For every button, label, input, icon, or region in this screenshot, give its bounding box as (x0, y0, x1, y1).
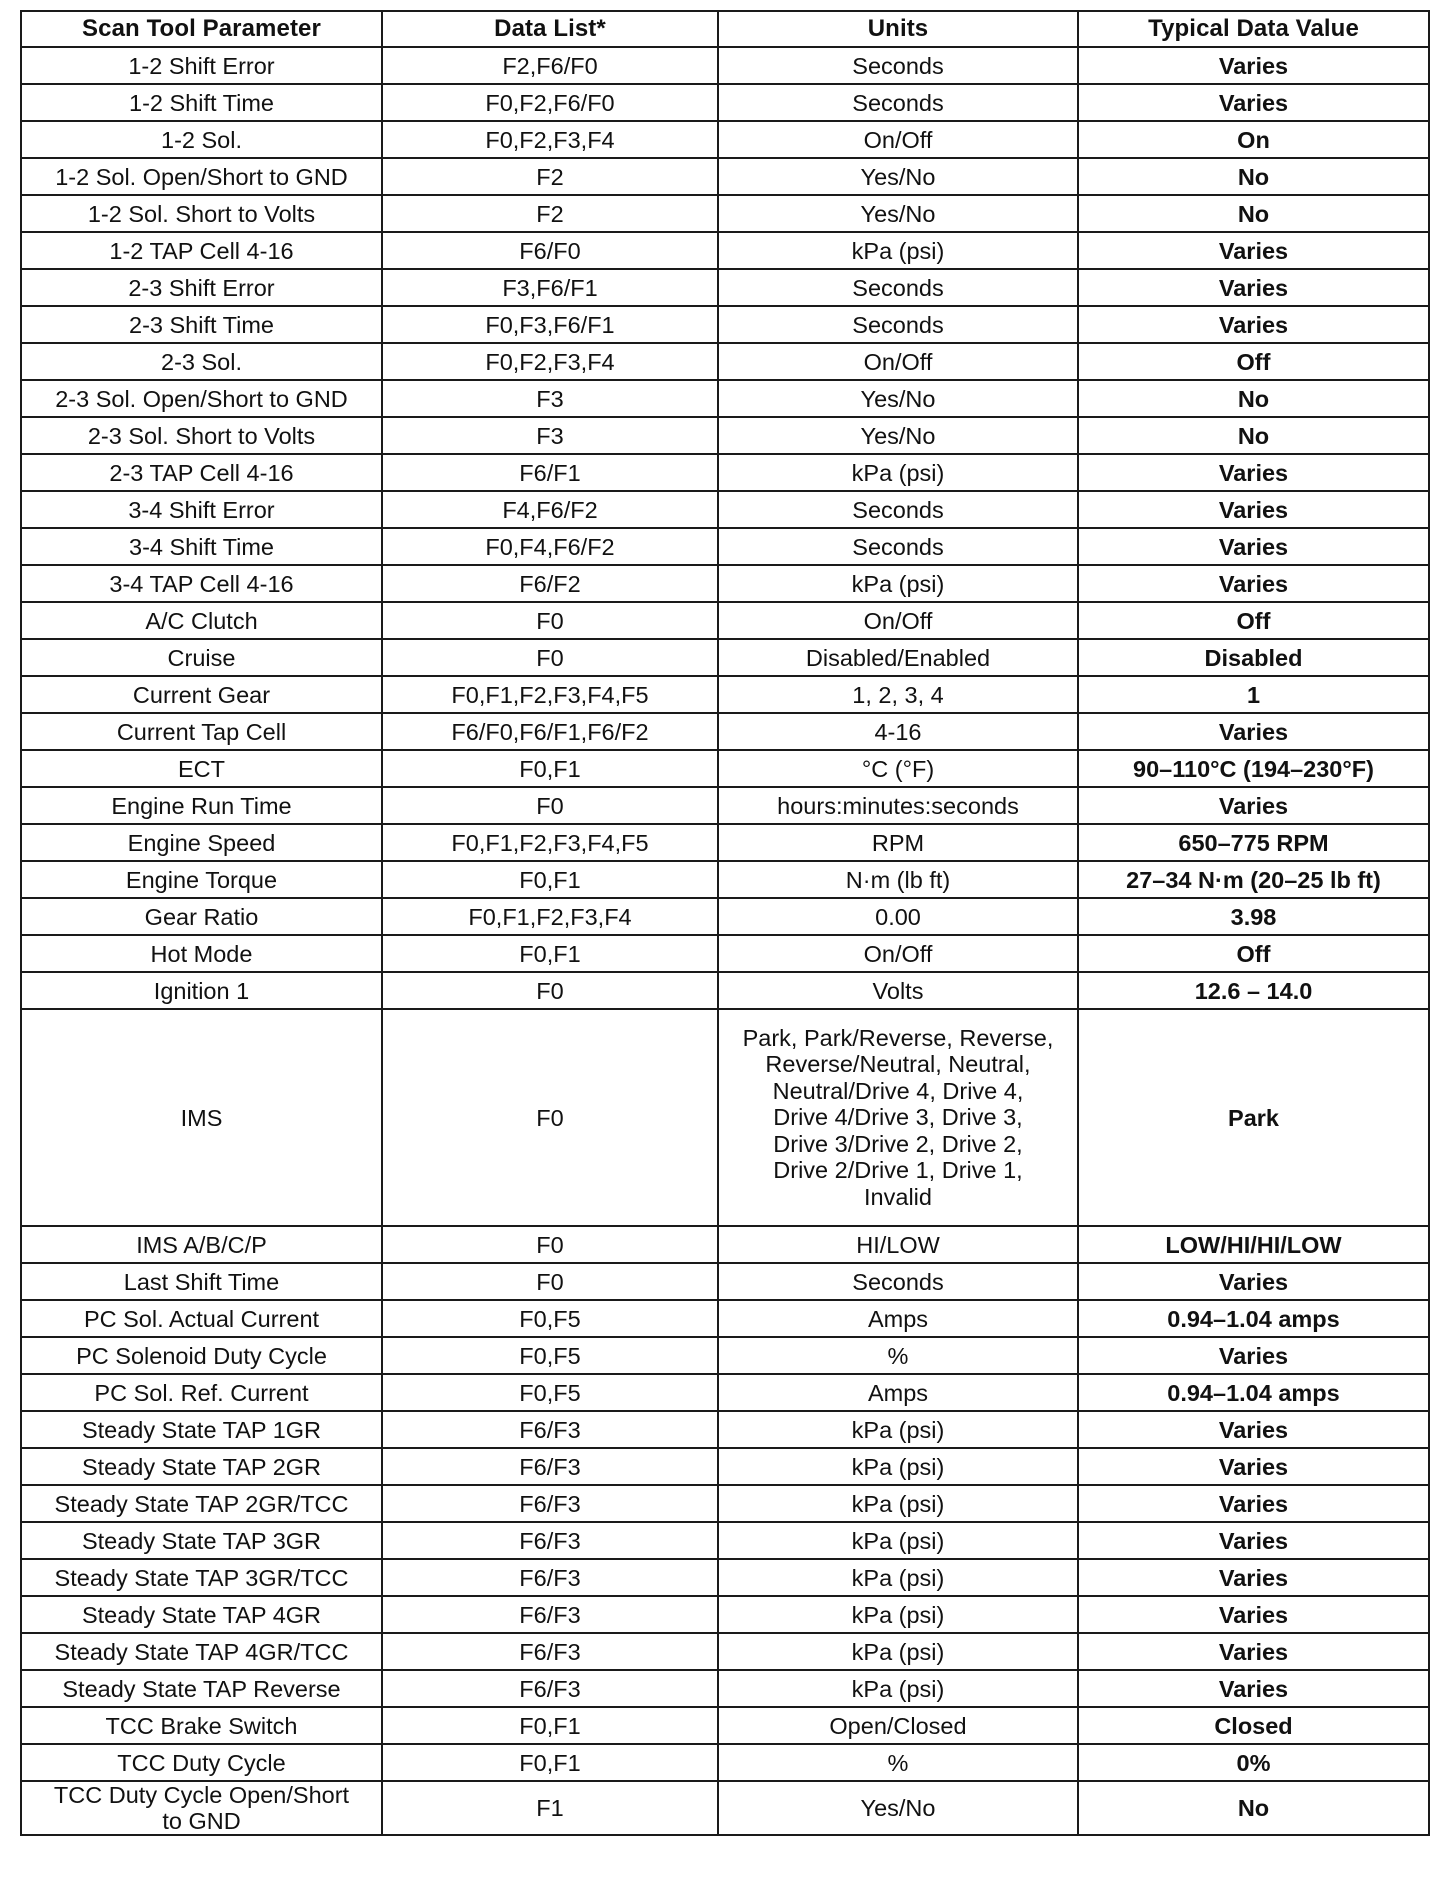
cell-typical-value: Varies (1078, 84, 1429, 121)
cell-typical-value: No (1078, 195, 1429, 232)
table-row (21, 1300, 1429, 1337)
cell-typical-value: Varies (1078, 1448, 1429, 1485)
cell-data-list: F2 (382, 158, 718, 195)
cell-data-list: F6/F3 (382, 1559, 718, 1596)
cell-parameter: 2-3 Sol. Open/Short to GND (21, 380, 382, 417)
table-row (21, 454, 1429, 491)
cell-typical-value: Varies (1078, 1337, 1429, 1374)
cell-data-list: F4,F6/F2 (382, 491, 718, 528)
cell-typical-value: No (1078, 158, 1429, 195)
cell-data-list: F0,F1,F2,F3,F4,F5 (382, 676, 718, 713)
cell-parameter: A/C Clutch (21, 602, 382, 639)
cell-typical-value: 0.94–1.04 amps (1078, 1374, 1429, 1411)
table-row (21, 935, 1429, 972)
cell-data-list: F0 (382, 639, 718, 676)
cell-data-list: F6/F3 (382, 1411, 718, 1448)
cell-parameter: Steady State TAP 4GR/TCC (21, 1633, 382, 1670)
cell-typical-value: 1 (1078, 676, 1429, 713)
table-row (21, 1337, 1429, 1374)
header-data-list: Data List* (382, 11, 718, 47)
header-row (21, 11, 1429, 47)
cell-data-list: F0,F5 (382, 1374, 718, 1411)
cell-typical-value: Varies (1078, 454, 1429, 491)
table-row (21, 1781, 1429, 1835)
table-row (21, 380, 1429, 417)
cell-parameter: Steady State TAP 2GR (21, 1448, 382, 1485)
table-row (21, 713, 1429, 750)
cell-parameter: IMS A/B/C/P (21, 1226, 382, 1263)
cell-data-list: F6/F3 (382, 1448, 718, 1485)
cell-typical-value: 0.94–1.04 amps (1078, 1300, 1429, 1337)
cell-units: kPa (psi) (718, 1559, 1078, 1596)
header-scan-tool-parameter: Scan Tool Parameter (21, 11, 382, 47)
cell-parameter: Current Gear (21, 676, 382, 713)
cell-typical-value: Varies (1078, 1670, 1429, 1707)
cell-data-list: F0,F1 (382, 750, 718, 787)
cell-units: Disabled/Enabled (718, 639, 1078, 676)
cell-units: Park, Park/Reverse, Reverse, Reverse/Neutral, Neutral, Neutral/Drive 4, Drive 4, Drive 4/Drive 3, Drive 3, Drive 3/Drive 2, Drive 2, Drive 2/Drive 1, Drive 1, Invalid (718, 1009, 1078, 1226)
cell-parameter: PC Sol. Ref. Current (21, 1374, 382, 1411)
cell-typical-value: Off (1078, 343, 1429, 380)
table-row (21, 232, 1429, 269)
cell-typical-value: 650–775 RPM (1078, 824, 1429, 861)
cell-parameter: TCC Duty Cycle Open/Short to GND (21, 1781, 382, 1835)
cell-data-list: F6/F0,F6/F1,F6/F2 (382, 713, 718, 750)
cell-units: kPa (psi) (718, 232, 1078, 269)
cell-parameter: Steady State TAP Reverse (21, 1670, 382, 1707)
cell-units: RPM (718, 824, 1078, 861)
table-row (21, 1633, 1429, 1670)
table-row (21, 528, 1429, 565)
table-row (21, 1448, 1429, 1485)
cell-units: kPa (psi) (718, 1411, 1078, 1448)
cell-units: 1, 2, 3, 4 (718, 676, 1078, 713)
cell-parameter: PC Solenoid Duty Cycle (21, 1337, 382, 1374)
cell-typical-value: No (1078, 1781, 1429, 1835)
cell-typical-value: Varies (1078, 491, 1429, 528)
cell-units: Open/Closed (718, 1707, 1078, 1744)
cell-units: Seconds (718, 528, 1078, 565)
cell-parameter: ECT (21, 750, 382, 787)
cell-data-list: F3,F6/F1 (382, 269, 718, 306)
table-row (21, 1522, 1429, 1559)
cell-parameter: 1-2 Shift Error (21, 47, 382, 84)
cell-data-list: F0,F1 (382, 1707, 718, 1744)
cell-units: kPa (psi) (718, 1522, 1078, 1559)
cell-typical-value: Varies (1078, 1522, 1429, 1559)
cell-data-list: F0 (382, 1263, 718, 1300)
cell-typical-value: Varies (1078, 1633, 1429, 1670)
cell-data-list: F6/F3 (382, 1522, 718, 1559)
cell-units: % (718, 1744, 1078, 1781)
table-row (21, 158, 1429, 195)
cell-units: Seconds (718, 47, 1078, 84)
cell-units: On/Off (718, 343, 1078, 380)
cell-units: kPa (psi) (718, 565, 1078, 602)
cell-parameter: Engine Torque (21, 861, 382, 898)
cell-typical-value: Varies (1078, 1411, 1429, 1448)
cell-units: kPa (psi) (718, 1448, 1078, 1485)
table-row (21, 1559, 1429, 1596)
table-row (21, 639, 1429, 676)
cell-data-list: F6/F3 (382, 1485, 718, 1522)
cell-data-list: F6/F3 (382, 1633, 718, 1670)
cell-data-list: F0,F2,F3,F4 (382, 121, 718, 158)
cell-typical-value: 3.98 (1078, 898, 1429, 935)
table-row (21, 1670, 1429, 1707)
cell-parameter: Steady State TAP 1GR (21, 1411, 382, 1448)
cell-parameter: Gear Ratio (21, 898, 382, 935)
cell-units: On/Off (718, 935, 1078, 972)
table-row (21, 898, 1429, 935)
cell-data-list: F0,F1 (382, 1744, 718, 1781)
cell-parameter: 2-3 Shift Error (21, 269, 382, 306)
table-row (21, 1009, 1429, 1226)
cell-units: Yes/No (718, 158, 1078, 195)
cell-data-list: F0,F1 (382, 935, 718, 972)
cell-units: kPa (psi) (718, 1670, 1078, 1707)
cell-data-list: F3 (382, 417, 718, 454)
cell-units: kPa (psi) (718, 454, 1078, 491)
cell-data-list: F0,F1 (382, 861, 718, 898)
table-row (21, 787, 1429, 824)
cell-data-list: F3 (382, 380, 718, 417)
cell-units: Amps (718, 1300, 1078, 1337)
cell-typical-value: 0% (1078, 1744, 1429, 1781)
cell-parameter: 1-2 Sol. Short to Volts (21, 195, 382, 232)
cell-units: Seconds (718, 491, 1078, 528)
cell-units: Yes/No (718, 380, 1078, 417)
table-row (21, 417, 1429, 454)
cell-parameter: 3-4 Shift Time (21, 528, 382, 565)
table-row (21, 1707, 1429, 1744)
cell-units: On/Off (718, 121, 1078, 158)
cell-data-list: F6/F2 (382, 565, 718, 602)
table-body (21, 47, 1429, 1835)
cell-parameter: Last Shift Time (21, 1263, 382, 1300)
cell-parameter: 3-4 TAP Cell 4-16 (21, 565, 382, 602)
cell-parameter: 1-2 Sol. (21, 121, 382, 158)
cell-parameter: Engine Speed (21, 824, 382, 861)
cell-typical-value: Varies (1078, 787, 1429, 824)
table-row (21, 491, 1429, 528)
cell-data-list: F0,F1,F2,F3,F4 (382, 898, 718, 935)
cell-parameter: 1-2 Shift Time (21, 84, 382, 121)
cell-data-list: F2 (382, 195, 718, 232)
cell-typical-value: Varies (1078, 1596, 1429, 1633)
cell-typical-value: 27–34 N·m (20–25 lb ft) (1078, 861, 1429, 898)
cell-parameter: Steady State TAP 3GR/TCC (21, 1559, 382, 1596)
cell-units: Yes/No (718, 1781, 1078, 1835)
cell-typical-value: LOW/HI/HI/LOW (1078, 1226, 1429, 1263)
cell-units: 4-16 (718, 713, 1078, 750)
scan-tool-data-table (20, 10, 1430, 1836)
cell-data-list: F0,F5 (382, 1337, 718, 1374)
cell-parameter: 1-2 Sol. Open/Short to GND (21, 158, 382, 195)
cell-typical-value: Park (1078, 1009, 1429, 1226)
table-row (21, 306, 1429, 343)
cell-parameter: TCC Duty Cycle (21, 1744, 382, 1781)
table-row (21, 565, 1429, 602)
header-units: Units (718, 11, 1078, 47)
cell-data-list: F0,F2,F3,F4 (382, 343, 718, 380)
table-row (21, 1744, 1429, 1781)
cell-parameter: Steady State TAP 4GR (21, 1596, 382, 1633)
table-row (21, 1596, 1429, 1633)
table-row (21, 824, 1429, 861)
cell-units: Amps (718, 1374, 1078, 1411)
cell-units: kPa (psi) (718, 1596, 1078, 1633)
cell-typical-value: No (1078, 380, 1429, 417)
table-row (21, 750, 1429, 787)
cell-parameter: Cruise (21, 639, 382, 676)
table-row (21, 343, 1429, 380)
table-row (21, 269, 1429, 306)
cell-parameter: 2-3 Sol. Short to Volts (21, 417, 382, 454)
table-row (21, 121, 1429, 158)
cell-parameter: Hot Mode (21, 935, 382, 972)
cell-data-list: F0,F3,F6/F1 (382, 306, 718, 343)
cell-units: HI/LOW (718, 1226, 1078, 1263)
cell-parameter: PC Sol. Actual Current (21, 1300, 382, 1337)
cell-typical-value: On (1078, 121, 1429, 158)
cell-units: Seconds (718, 84, 1078, 121)
cell-parameter: Current Tap Cell (21, 713, 382, 750)
cell-data-list: F0 (382, 1009, 718, 1226)
cell-typical-value: Varies (1078, 47, 1429, 84)
cell-typical-value: No (1078, 417, 1429, 454)
cell-typical-value: Closed (1078, 1707, 1429, 1744)
cell-units: Yes/No (718, 417, 1078, 454)
table-row (21, 1374, 1429, 1411)
cell-units: Seconds (718, 306, 1078, 343)
cell-parameter: 2-3 Shift Time (21, 306, 382, 343)
table-row (21, 1485, 1429, 1522)
cell-data-list: F6/F0 (382, 232, 718, 269)
table-row (21, 1226, 1429, 1263)
cell-data-list: F6/F1 (382, 454, 718, 491)
cell-units: kPa (psi) (718, 1485, 1078, 1522)
table-row (21, 47, 1429, 84)
cell-typical-value: Varies (1078, 565, 1429, 602)
cell-data-list: F0,F2,F6/F0 (382, 84, 718, 121)
cell-parameter: 2-3 Sol. (21, 343, 382, 380)
scan-tool-data-sheet (20, 10, 1428, 1836)
cell-units: Seconds (718, 1263, 1078, 1300)
cell-units: N·m (lb ft) (718, 861, 1078, 898)
table-row (21, 602, 1429, 639)
cell-typical-value: Off (1078, 602, 1429, 639)
table-row (21, 84, 1429, 121)
table-row (21, 1411, 1429, 1448)
cell-units: % (718, 1337, 1078, 1374)
cell-typical-value: Varies (1078, 269, 1429, 306)
cell-data-list: F0,F1,F2,F3,F4,F5 (382, 824, 718, 861)
table-row (21, 861, 1429, 898)
cell-data-list: F6/F3 (382, 1670, 718, 1707)
cell-units: Seconds (718, 269, 1078, 306)
cell-data-list: F2,F6/F0 (382, 47, 718, 84)
table-row (21, 195, 1429, 232)
cell-data-list: F0,F4,F6/F2 (382, 528, 718, 565)
cell-parameter: Ignition 1 (21, 972, 382, 1009)
cell-typical-value: Varies (1078, 1263, 1429, 1300)
header-typical-data-value: Typical Data Value (1078, 11, 1429, 47)
cell-units: kPa (psi) (718, 1633, 1078, 1670)
table-header (21, 11, 1429, 47)
cell-typical-value: Varies (1078, 528, 1429, 565)
cell-data-list: F0 (382, 972, 718, 1009)
cell-units: Volts (718, 972, 1078, 1009)
cell-data-list: F0,F5 (382, 1300, 718, 1337)
cell-parameter: Steady State TAP 2GR/TCC (21, 1485, 382, 1522)
cell-typical-value: Varies (1078, 306, 1429, 343)
cell-typical-value: 12.6 – 14.0 (1078, 972, 1429, 1009)
cell-data-list: F0 (382, 787, 718, 824)
cell-typical-value: Off (1078, 935, 1429, 972)
cell-parameter: 3-4 Shift Error (21, 491, 382, 528)
cell-parameter: Engine Run Time (21, 787, 382, 824)
cell-data-list: F6/F3 (382, 1596, 718, 1633)
cell-typical-value: Disabled (1078, 639, 1429, 676)
cell-units: hours:minutes:seconds (718, 787, 1078, 824)
cell-typical-value: 90–110°C (194–230°F) (1078, 750, 1429, 787)
table-row (21, 972, 1429, 1009)
cell-data-list: F0 (382, 1226, 718, 1263)
table-row (21, 1263, 1429, 1300)
cell-parameter: 2-3 TAP Cell 4-16 (21, 454, 382, 491)
cell-typical-value: Varies (1078, 232, 1429, 269)
cell-typical-value: Varies (1078, 713, 1429, 750)
cell-data-list: F0 (382, 602, 718, 639)
cell-units: On/Off (718, 602, 1078, 639)
cell-units: °C (°F) (718, 750, 1078, 787)
cell-data-list: F1 (382, 1781, 718, 1835)
cell-typical-value: Varies (1078, 1559, 1429, 1596)
table-row (21, 676, 1429, 713)
cell-typical-value: Varies (1078, 1485, 1429, 1522)
cell-units: Yes/No (718, 195, 1078, 232)
cell-parameter: TCC Brake Switch (21, 1707, 382, 1744)
cell-units: 0.00 (718, 898, 1078, 935)
cell-parameter: Steady State TAP 3GR (21, 1522, 382, 1559)
cell-parameter: IMS (21, 1009, 382, 1226)
cell-parameter: 1-2 TAP Cell 4-16 (21, 232, 382, 269)
